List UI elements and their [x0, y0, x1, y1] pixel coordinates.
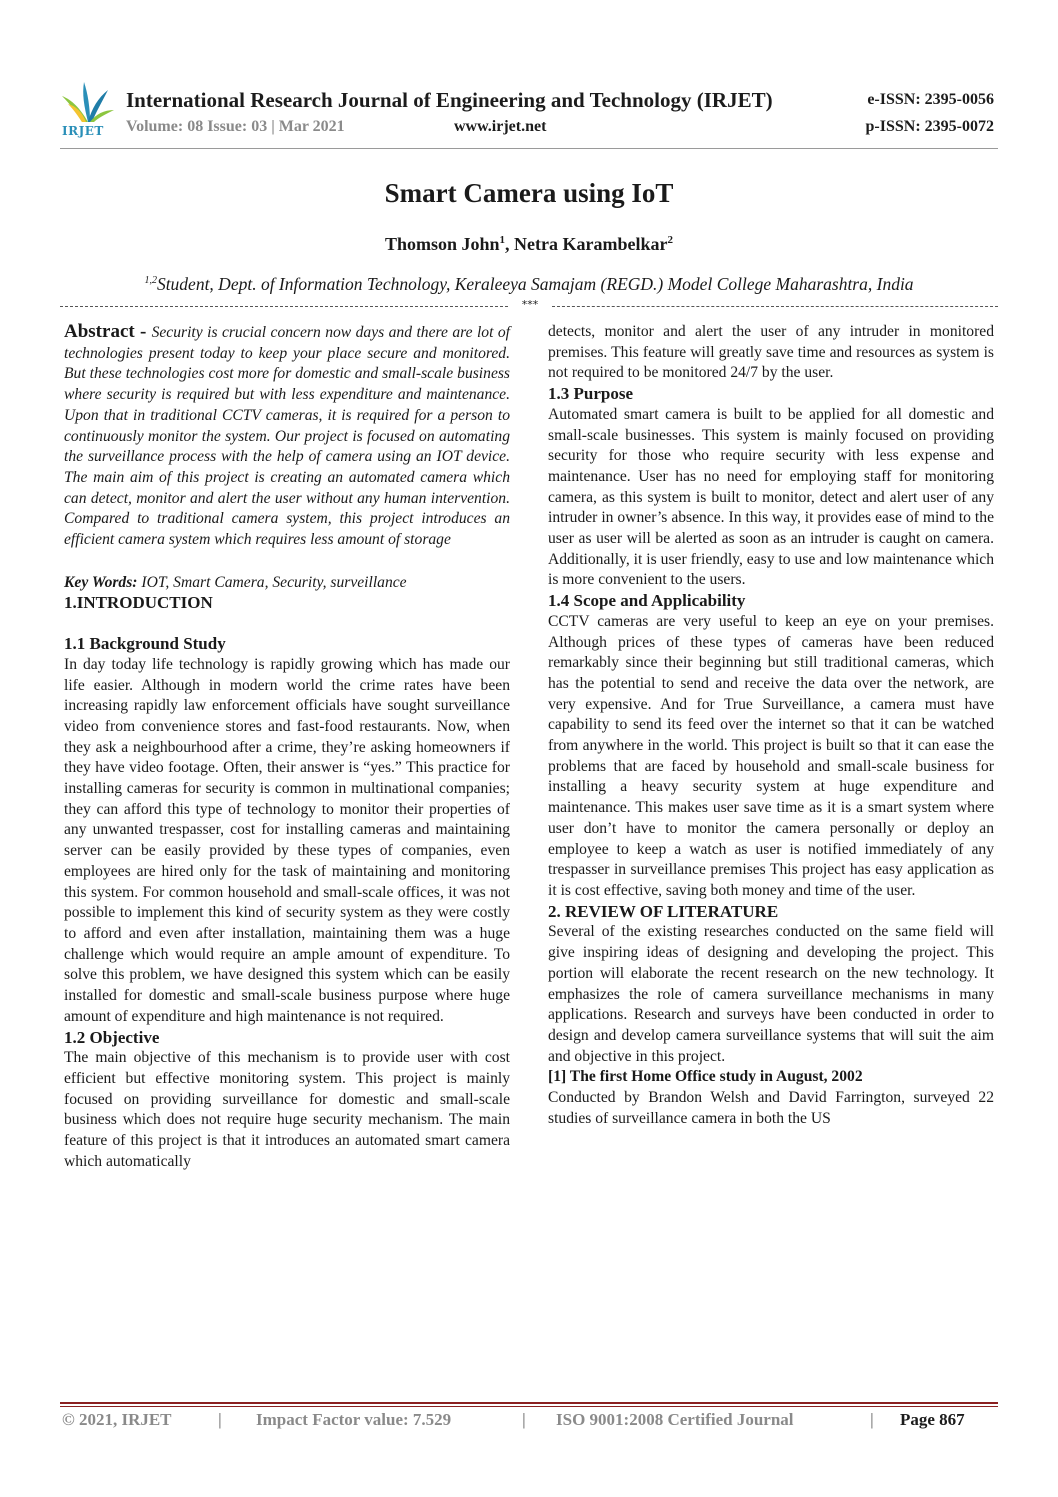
footer-page-number: Page 867	[900, 1410, 965, 1429]
review-literature-text: Several of the existing researches conducted on the same field will give inspiring ideas of designing and developing the project. This portion will elaborate the recent research on the new technology. It emphasizes the role of camera surveillance mechanisms in many applications. Research and surveys have been conducted in order to design and develop camera surveillance systems that will suit the aim and objective in this project.	[548, 923, 994, 1065]
heading-scope: 1.4 Scope and Applicability	[548, 591, 746, 611]
abstract-label: Abstract -	[64, 321, 152, 342]
heading-purpose: 1.3 Purpose	[548, 384, 633, 404]
abstract-text: Security is crucial concern now days and there are lot of technologies present today to keep your place secure and monitored. But these technologies cost more for domestic and small-scale business where security is required but with less expenditure and maintenance. Upon that in traditional CCTV cameras, it is required for a person to continuously monitor the system. Our project is focused on automating the surveillance process with the help of camera using an IOT device. The main aim of this project is creating an automated camera which can detect, monitor and alert the user without any human intervention. Compared to traditional camera system, this project introduces an efficient camera system which requires less amount of storage	[64, 324, 510, 549]
scope-text: CCTV cameras are very useful to keep an eye on your premises. Although prices of these types of cameras have been reduced remarkably since their beginning but still traditional cameras, which has the potential to send and receive the data over the network, are very expensive. And for True Surveillance, a camera must have capability to send its feed over the internet so that it can be watched from anywhere in the world. This project is built so that it can ease the problems that are faced by household and small-scale business for installing a heavy security system at huge expenditure and maintenance. This makes user save time as it is a smart system where user don’t have to monitor the camera personally or deploy an employee to keep a watch as user is notified immediately of any trespasser in surveillance premises This project has easy application as it is cost effective, saving both money and time of the user.	[548, 612, 994, 899]
separator-dashes-left	[60, 306, 508, 307]
footer-sep-2: |	[522, 1410, 526, 1429]
e-issn: e-ISSN: 2395-0056	[867, 91, 994, 108]
journal-title: International Research Journal of Engineering and Technology (IRJET)	[126, 88, 773, 112]
keywords	[64, 573, 510, 594]
footer-iso: ISO 9001:2008 Certified Journal	[556, 1410, 794, 1429]
footer-rule-thin	[60, 1406, 998, 1407]
heading-introduction: 1.INTRODUCTION	[64, 593, 213, 613]
left-column	[64, 322, 510, 1172]
heading-study-1: [1] The first Home Office study in August, 2002	[548, 1068, 863, 1086]
keywords-label: Key Words:	[64, 573, 138, 591]
journal-header	[60, 78, 1000, 148]
paper-title: Smart Camera using IoT	[384, 178, 674, 208]
right-column	[548, 322, 994, 1129]
footer-copyright: © 2021, IRJET	[62, 1410, 172, 1429]
abstract	[64, 322, 510, 551]
affiliation	[0, 274, 1058, 295]
footer-impact-factor: Impact Factor value: 7.529	[256, 1410, 452, 1429]
objective-text: The main objective of this mechanism is to provide user with cost efficient but effective monitoring system. This project is mainly focused on providing surveillance for domestic and small-scale business which does not require huge security mechanism. The main feature of this project is that it introduces an automated smart camera which automatically	[64, 1049, 510, 1170]
footer-sep-1: |	[218, 1410, 222, 1429]
separator-dashes-right	[552, 306, 998, 307]
author-2-sup: 2	[667, 234, 674, 246]
footer-rule-thick	[60, 1402, 998, 1404]
background-study-text: In day today life technology is rapidly growing which has made our life easier. Although in modern world the crime rates have been increasing rapidly law enforcement officials have sought surveillance video from convenience stores and fast-food restaurants. Now, when they ask a neighbourhood after a crime, they’re asking homeowners if they have video footage. Often, their answer is “yes.” This practice for installing cameras for security is common in multinational companies; they can afford this type of technology to monitor their properties of any unwanted trespasser, cost for installing cameras and maintaining server can be easily provided by these types of companies, even employees are hired only for the task of maintaining and monitoring this system. For common household and small-scale offices, it was not possible to implement this kind of security system as they were costly to afford and even after installation, maintaining them was a huge challenge which would require an ample amount of expenditure. To solve this problem, we have designed this system which can be easily installed for domestic and small-scale business purpose where huge amount of expenditure and high maintenance is not required.	[64, 655, 510, 1025]
study-1-text: Conducted by Brandon Welsh and David Farrington, surveyed 22 studies of surveillance camera in both the US	[548, 1089, 994, 1127]
author-separator: ,	[505, 234, 515, 254]
header-divider	[60, 148, 998, 149]
journal-website[interactable]: www.irjet.net	[454, 118, 547, 135]
affiliation-sup: 1,2	[144, 275, 157, 287]
volume-issue: Volume: 08 Issue: 03 | Mar 2021	[126, 118, 345, 135]
authors	[0, 234, 1058, 255]
separator-stars: ***	[521, 298, 539, 311]
p-issn: p-ISSN: 2395-0072	[865, 118, 994, 135]
author-2: Netra Karambelkar	[514, 234, 668, 254]
footer-sep-3: |	[870, 1410, 874, 1429]
heading-objective: 1.2 Objective	[64, 1027, 160, 1047]
author-1: Thomson John	[384, 234, 500, 254]
section-separator	[60, 298, 998, 312]
objective-continued-text: detects, monitor and alert the user of any intruder in monitored premises. This feature will greatly save time and resources as system is not required to be monitored 24/7 by the user.	[548, 323, 994, 382]
heading-background-study: 1.1 Background Study	[64, 634, 226, 654]
author-1-sup: 1	[499, 234, 506, 246]
affiliation-text: Student, Dept. of Information Technology, Keraleeya Samajam (REGD.) Model College Maharashtra, India	[156, 274, 914, 294]
heading-review-literature: 2. REVIEW OF LITERATURE	[548, 901, 779, 921]
purpose-text: Automated smart camera is built to be applied for all domestic and small-scale businesses. This system is mainly focused on providing security for those who require security with less expense and maintenance. User has no need for employing staff for monitoring camera, as this system is built to monitor, detect and alert user of any intruder in owner’s absence. In this way, it provides ease of mind to the user as user will be alerted as soon as an intruder is caught on camera. Additionally, it is user friendly, easy to use and low maintenance which is more convenient to the users.	[548, 405, 994, 589]
keywords-text: IOT, Smart Camera, Security, surveillance	[137, 573, 407, 591]
logo-text: IRJET	[62, 124, 104, 138]
